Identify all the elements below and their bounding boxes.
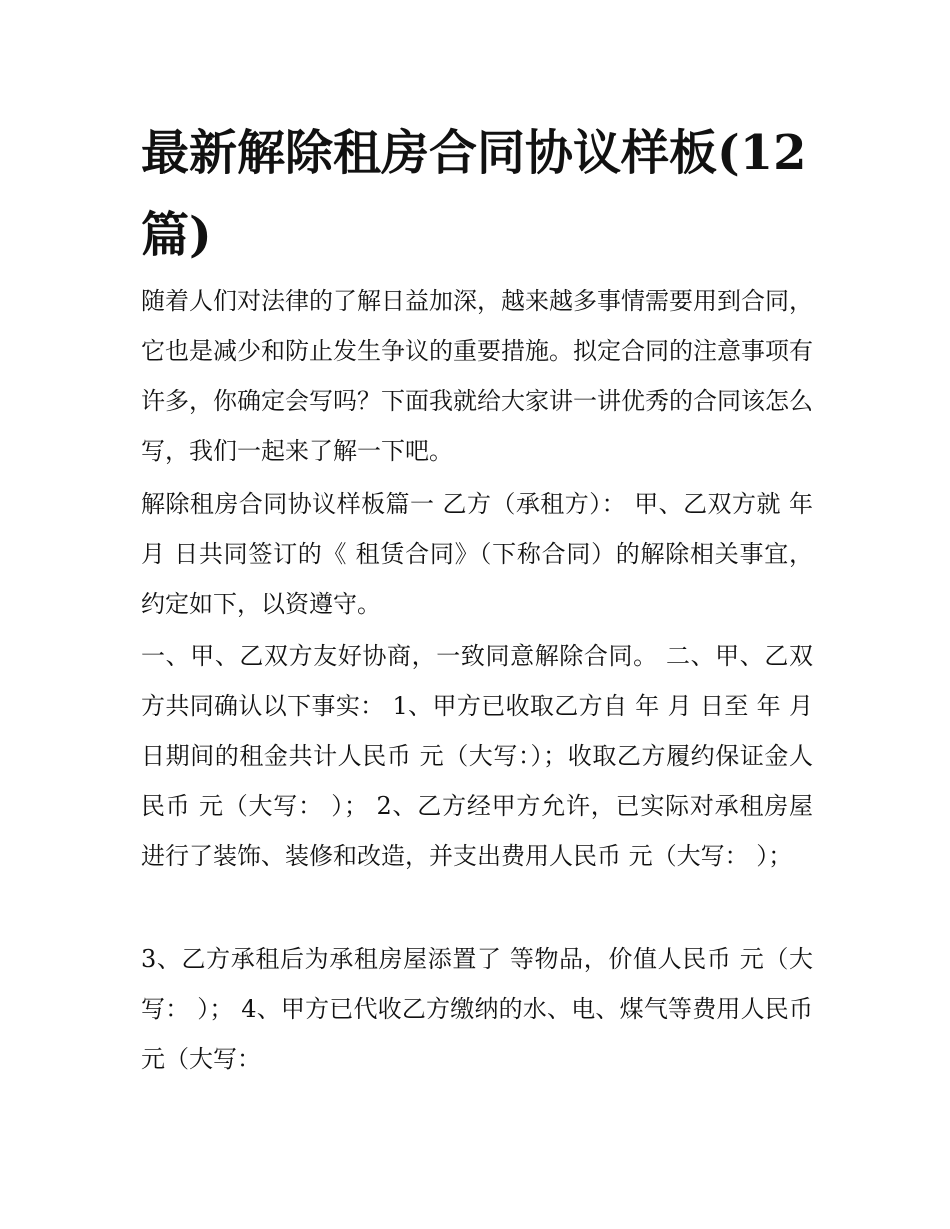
document-title: 最新解除租房合同协议样板(12篇) (141, 125, 807, 263)
intro-paragraph: 随着人们对法律的了解日益加深，越来越多事情需要用到合同，它也是减少和防止发生争议的重要措施。拟定合同的注意事项有许多，你确定会写吗？下面我就给大家讲一讲优秀的合同该怎么写，我们一起来了解一下吧。 (141, 287, 813, 465)
agreement-preamble-paragraph: 解除租房合同协议样板篇一 乙方（承租方）： 甲、乙双方就 年 月 日共同签订的《 租赁合同》（下称合同）的解除相关事宜，约定如下，以资遵守。 (141, 490, 813, 618)
clause-three-four-paragraph: 3、乙方承租后为承租房屋添置了 等物品，价值人民币 元（大写： ）； 4、甲方已代收乙方缴纳的水、电、煤气等费用人民币 元（大写： (141, 945, 813, 1073)
clause-one-two-paragraph: 一、甲、乙双方友好协商，一致同意解除合同。 二、甲、乙双方共同确认以下事实： 1、甲方已收取乙方自 年 月 日至 年 月 日期间的租金共计人民币 元（大写：）；收取乙方履约保证金人民币 元（大写： ）； 2、乙方经甲方允许，已实际对承租房屋进行了装饰、装修和改造，并支出费用人民币 元（大写： ）； (141, 642, 813, 870)
